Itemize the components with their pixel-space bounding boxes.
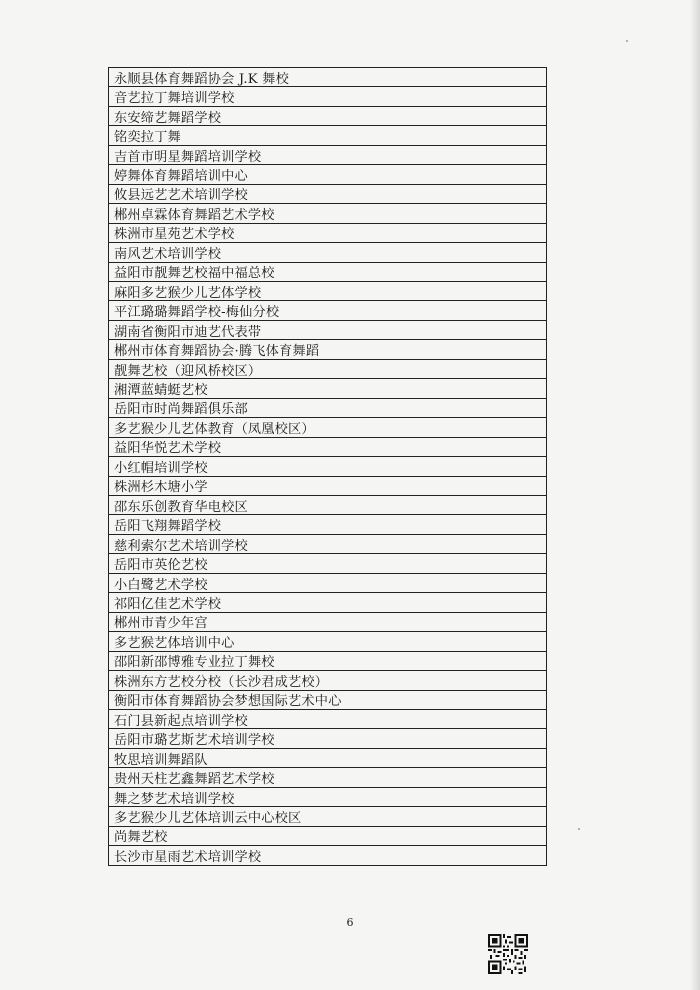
table-row: 多艺猴少儿艺体教育（凤凰校区）	[109, 418, 546, 437]
table-row: 吉首市明星舞蹈培训学校	[109, 146, 546, 165]
table-row: 岳阳市英伦艺校	[109, 554, 546, 573]
table-row: 湖南省衡阳市迪艺代表带	[109, 321, 546, 340]
table-row: 株洲东方艺校分校（长沙君成艺校）	[109, 671, 546, 690]
table-row: 益阳市靓舞艺校福中福总校	[109, 263, 546, 282]
page-edge-shadow	[690, 0, 700, 990]
table-row: 永顺县体育舞蹈协会 J.K 舞校	[109, 68, 546, 87]
table-row: 长沙市星雨艺术培训学校	[109, 846, 546, 865]
table-row: 衡阳市体育舞蹈协会梦想国际艺术中心	[109, 691, 546, 710]
table-row: 岳阳飞翔舞蹈学校	[109, 515, 546, 534]
table-row: 贵州天柱艺鑫舞蹈艺术学校	[109, 768, 546, 787]
table-row: 益阳华悦艺术学校	[109, 438, 546, 457]
scan-speck	[626, 40, 628, 42]
table-row: 尚舞艺校	[109, 827, 546, 846]
qr-code-icon	[488, 934, 528, 974]
scan-speck	[578, 828, 580, 830]
table-row: 岳阳市时尚舞蹈俱乐部	[109, 399, 546, 418]
table-row: 南风艺术培训学校	[109, 243, 546, 262]
table-row: 东安缔艺舞蹈学校	[109, 107, 546, 126]
table-row: 铭奕拉丁舞	[109, 126, 546, 145]
table-row: 株洲市星苑艺术学校	[109, 224, 546, 243]
school-list-table	[108, 67, 547, 866]
table-row: 慈利索尔艺术培训学校	[109, 535, 546, 554]
table-row: 攸县远艺艺术培训学校	[109, 185, 546, 204]
table-row: 湘潭蓝蜻蜓艺校	[109, 379, 546, 398]
table-row: 郴州卓霖体育舞蹈艺术学校	[109, 204, 546, 223]
table-row: 邵阳新邵博雅专业拉丁舞校	[109, 652, 546, 671]
table-row: 靓舞艺校（迎风桥校区）	[109, 360, 546, 379]
table-row: 舞之梦艺术培训学校	[109, 788, 546, 807]
table-row: 多艺猴艺体培训中心	[109, 632, 546, 651]
table-row: 祁阳亿佳艺术学校	[109, 593, 546, 612]
table-row: 牧思培训舞蹈队	[109, 749, 546, 768]
table-row: 郴州市青少年宫	[109, 613, 546, 632]
table-row: 平江璐璐舞蹈学校-梅仙分校	[109, 301, 546, 320]
table-row: 麻阳多艺猴少儿艺体学校	[109, 282, 546, 301]
table-row: 株洲杉木塘小学	[109, 477, 546, 496]
table-row: 多艺猴少儿艺体培训云中心校区	[109, 807, 546, 826]
table-row: 小白鹭艺术学校	[109, 574, 546, 593]
table-row: 小红帽培训学校	[109, 457, 546, 476]
table-row: 郴州市体育舞蹈协会·腾飞体育舞蹈	[109, 340, 546, 359]
table-row: 婷舞体育舞蹈培训中心	[109, 165, 546, 184]
table-row: 音艺拉丁舞培训学校	[109, 87, 546, 106]
page-number: 6	[346, 916, 354, 929]
table-row: 邵东乐创教育华电校区	[109, 496, 546, 515]
table-row: 石门县新起点培训学校	[109, 710, 546, 729]
table-row: 岳阳市璐艺斯艺术培训学校	[109, 729, 546, 748]
